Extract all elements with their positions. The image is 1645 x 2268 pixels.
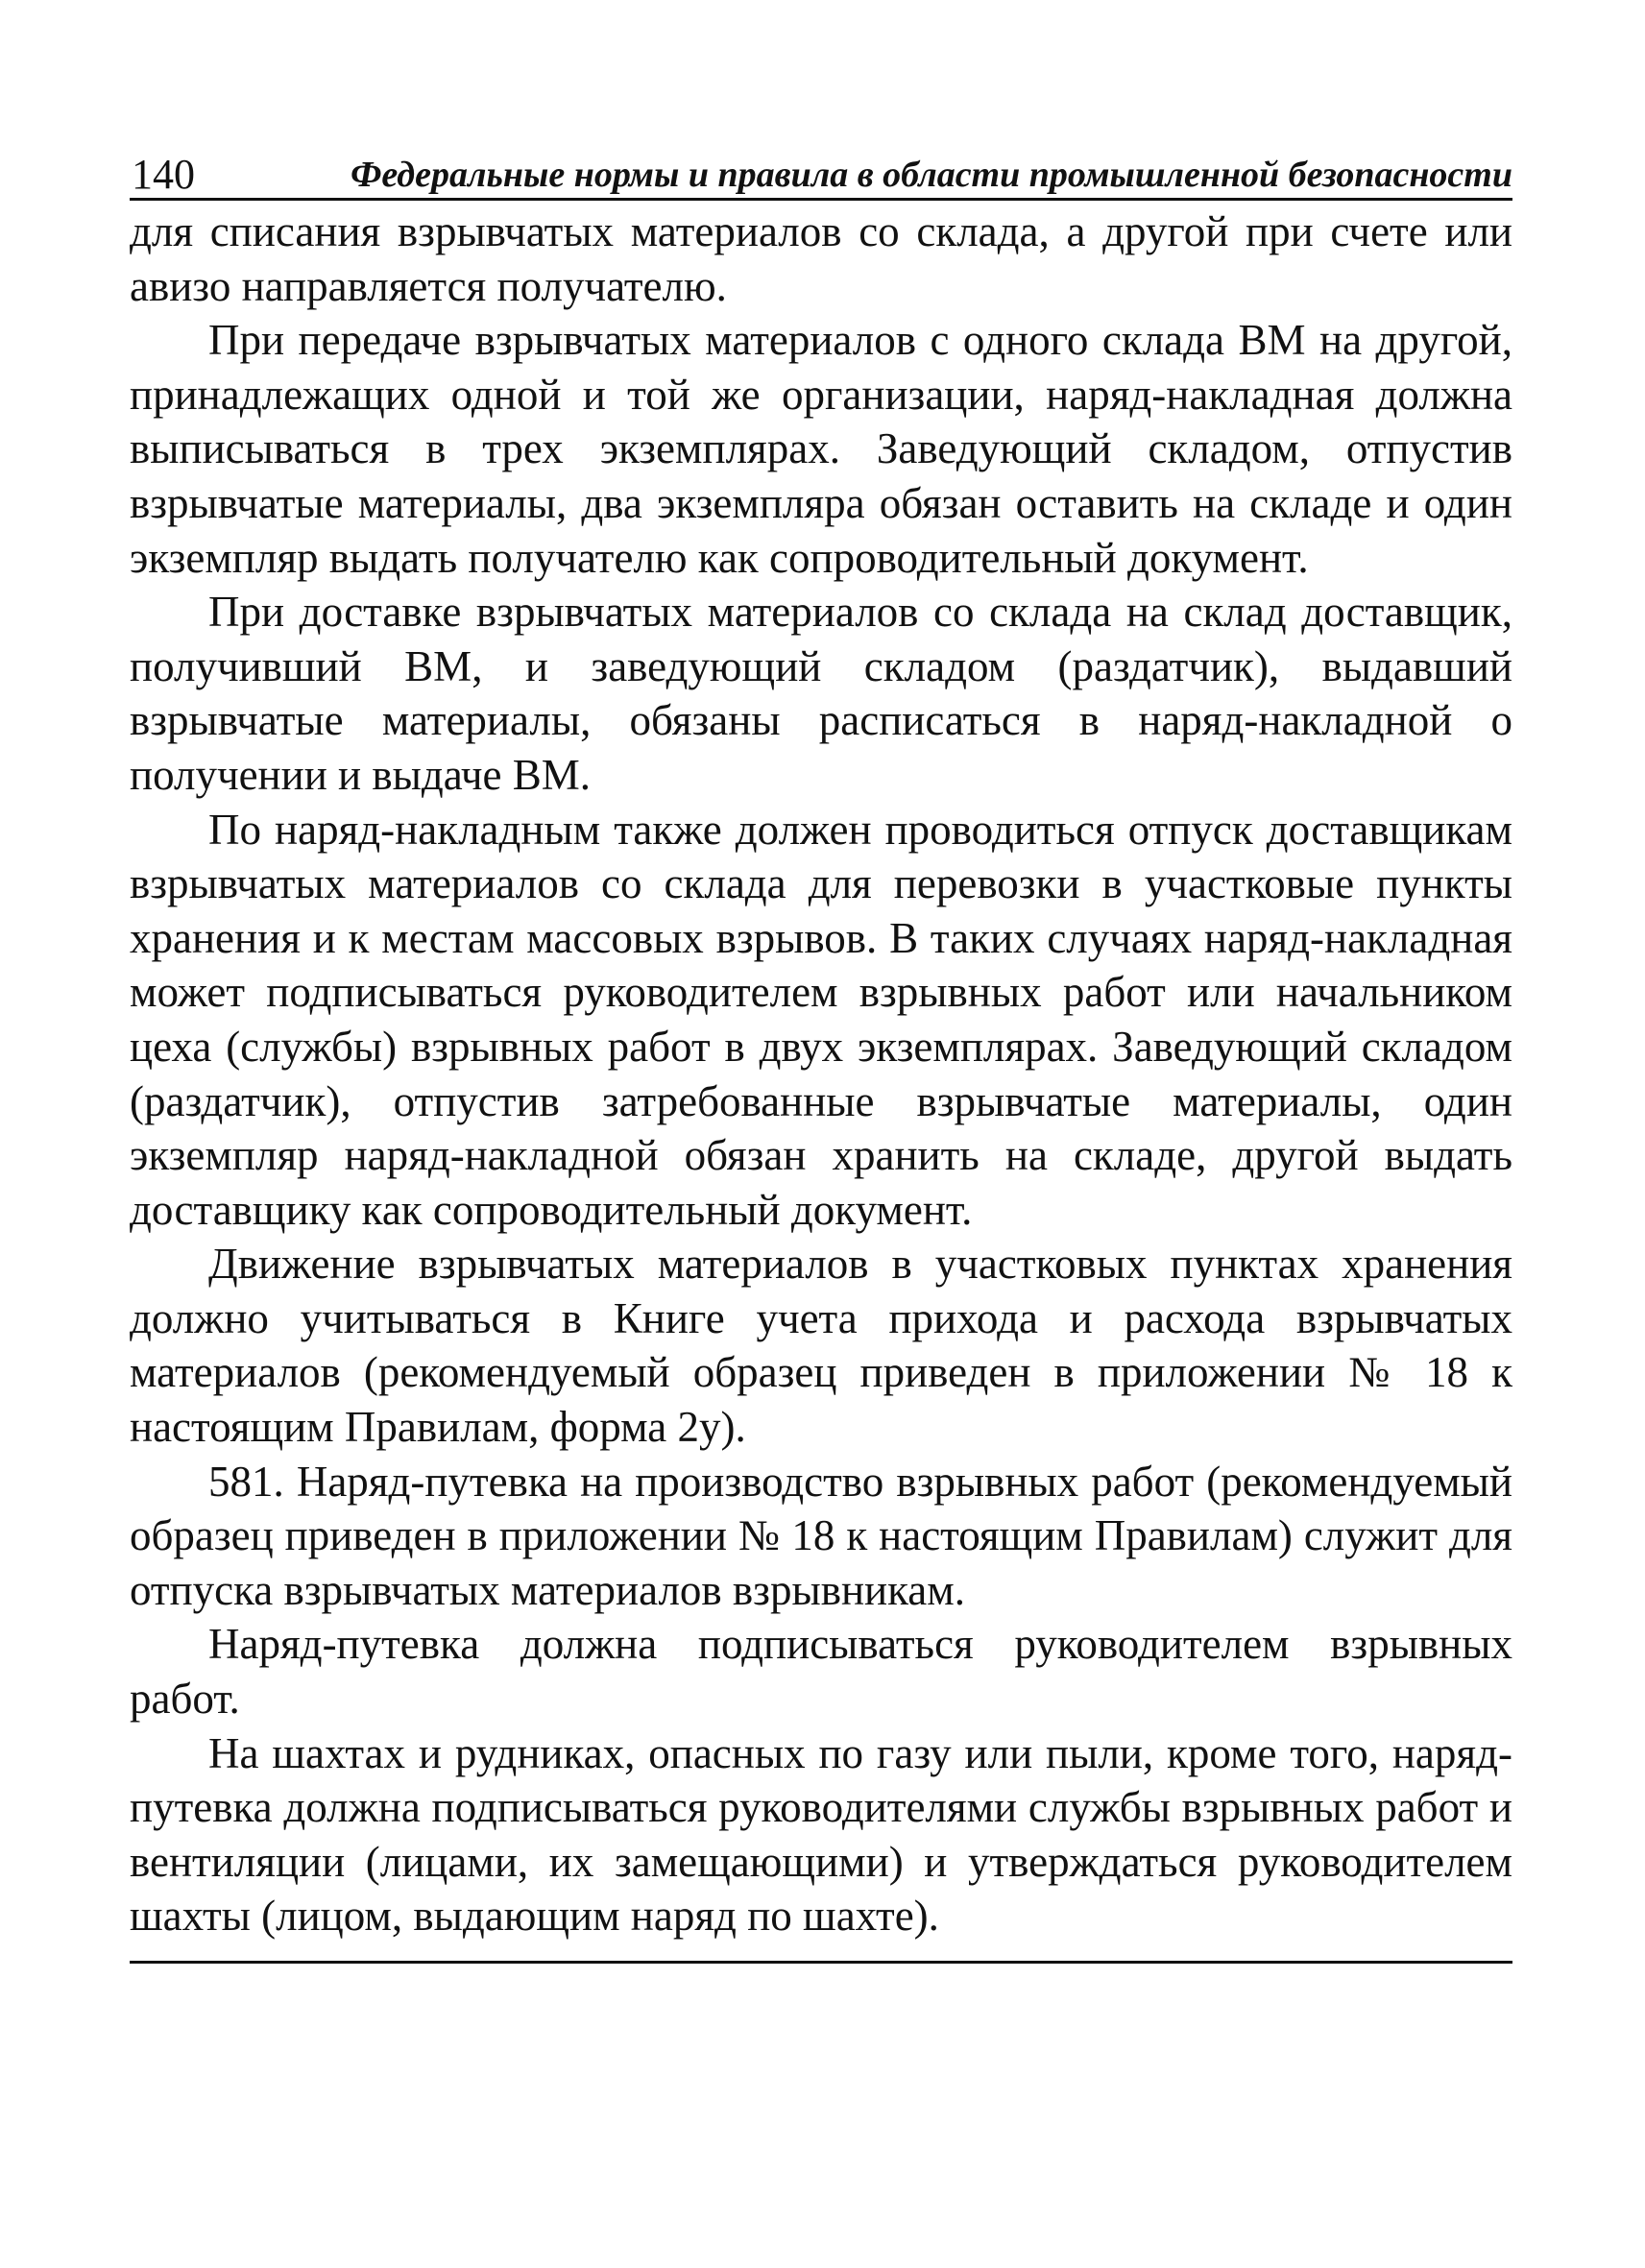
- paragraph: При передаче взрывчатых материалов с одного склада ВМ на другой, принадлежащих одной и той же организации, наряд-накладная должна выписываться в трех экземплярах. Заведующий складом, отпустив взрывчатые материалы, два экземпляра обязан оставить на складе и один экземпляр выдать получателю как сопроводительный документ.: [130, 316, 1512, 582]
- paragraph: На шахтах и рудниках, опасных по газу или пыли, кроме того, наряд-путевка должна подписываться руководителями службы взрывных работ и вентиляции (лицами, их замещающими) и утверждаться руководителем шахты (лицом, выдающим наряд по шахте).: [130, 1728, 1512, 1941]
- paragraph: для списания взрывчатых материалов со склада, а другой при счете или авизо направляется получателю.: [130, 207, 1512, 310]
- running-title: Федеральные нормы и правила в области промышленной безопасности: [351, 155, 1512, 195]
- paragraph: При доставке взрывчатых материалов со склада на склад доставщик, получивший ВМ, и заведующий складом (раздатчик), выдавший взрывчатые материалы, обязаны расписаться в наряд-накладной о получении и выдаче ВМ.: [130, 588, 1512, 799]
- paragraph: По наряд-накладным также должен проводиться отпуск доставщикам взрывчатых материалов со склада для перевозки в участковые пункты хранения и к местам массовых взрывов. В таких случаях наряд-накладная может подписываться руководителем взрывных работ или начальником цеха (службы) взрывных работ в двух экземплярах. Заведующий складом (раздатчик), отпустив затребованные взрывчатые материалы, один экземпляр наряд-накладной обязан хранить на складе, другой выдать доставщику как сопроводительный документ.: [130, 805, 1512, 1234]
- paragraph: Движение взрывчатых материалов в участковых пунктах хранения должно учитываться в Книге учета прихода и расхода взрывчатых материалов (рекомендуемый образец приведен в приложении № 18 к настоящим Правилам, форма 2у).: [130, 1240, 1512, 1452]
- page-header: [130, 144, 1512, 201]
- paragraph: 581. Наряд-путевка на производство взрывных работ (рекомендуемый образец приведен в приложении № 18 к настоящим Правилам) служит для отпуска взрывчатых материалов взрывникам.: [130, 1457, 1512, 1614]
- body-text: [130, 205, 1512, 1943]
- footer-rule: [130, 1961, 1512, 1964]
- book-page: [130, 144, 1512, 1964]
- page-number: 140: [132, 151, 195, 198]
- paragraph: Наряд-путевка должна подписываться руководителем взрывных работ.: [130, 1620, 1512, 1724]
